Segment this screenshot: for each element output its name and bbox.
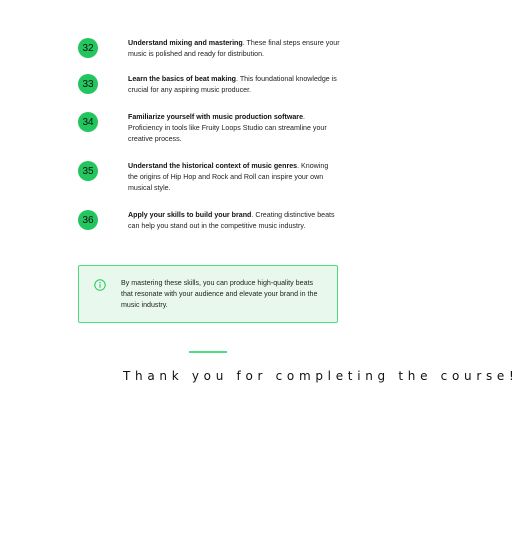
step-description [128,161,340,194]
step-body: . This foundational knowledge is crucial for any aspiring music producer. [128,75,337,94]
step-number-badge: 34 [78,112,98,132]
step-number-badge: 35 [78,161,98,181]
step-number-badge: 33 [78,74,98,94]
step-title: Familiarize yourself with music production software [128,113,304,121]
step-body: . Knowing the origins of Hip Hop and Rock and Roll can inspire your own musical style. [128,162,329,192]
step-title: Understand the historical context of music genres [128,162,298,170]
step-title: Understand mixing and mastering [128,39,243,47]
info-icon [94,279,106,291]
section-divider [189,351,227,353]
step-body: . Proficiency in tools like Fruity Loops Studio can streamline your creative process. [128,113,327,143]
step-description [128,38,340,60]
step-title: Apply your skills to build your brand [128,211,252,219]
step-description [128,112,340,145]
step-description [128,74,340,96]
callout-text: By mastering these skills, you can produce high-quality beats that resonate with your audience and elevate your brand in the music industry. [121,279,318,309]
closing-message: Thank you for completing the course! [123,369,519,383]
step-title: Learn the basics of beat making [128,75,237,83]
step-body: . Creating distinctive beats can help you stand out in the competitive music industry. [128,211,335,230]
step-body: . These final steps ensure your music is polished and ready for distribution. [128,39,340,58]
step-number-badge: 32 [78,38,98,58]
step-number-badge: 36 [78,210,98,230]
step-description [128,210,340,232]
info-callout [78,265,338,323]
